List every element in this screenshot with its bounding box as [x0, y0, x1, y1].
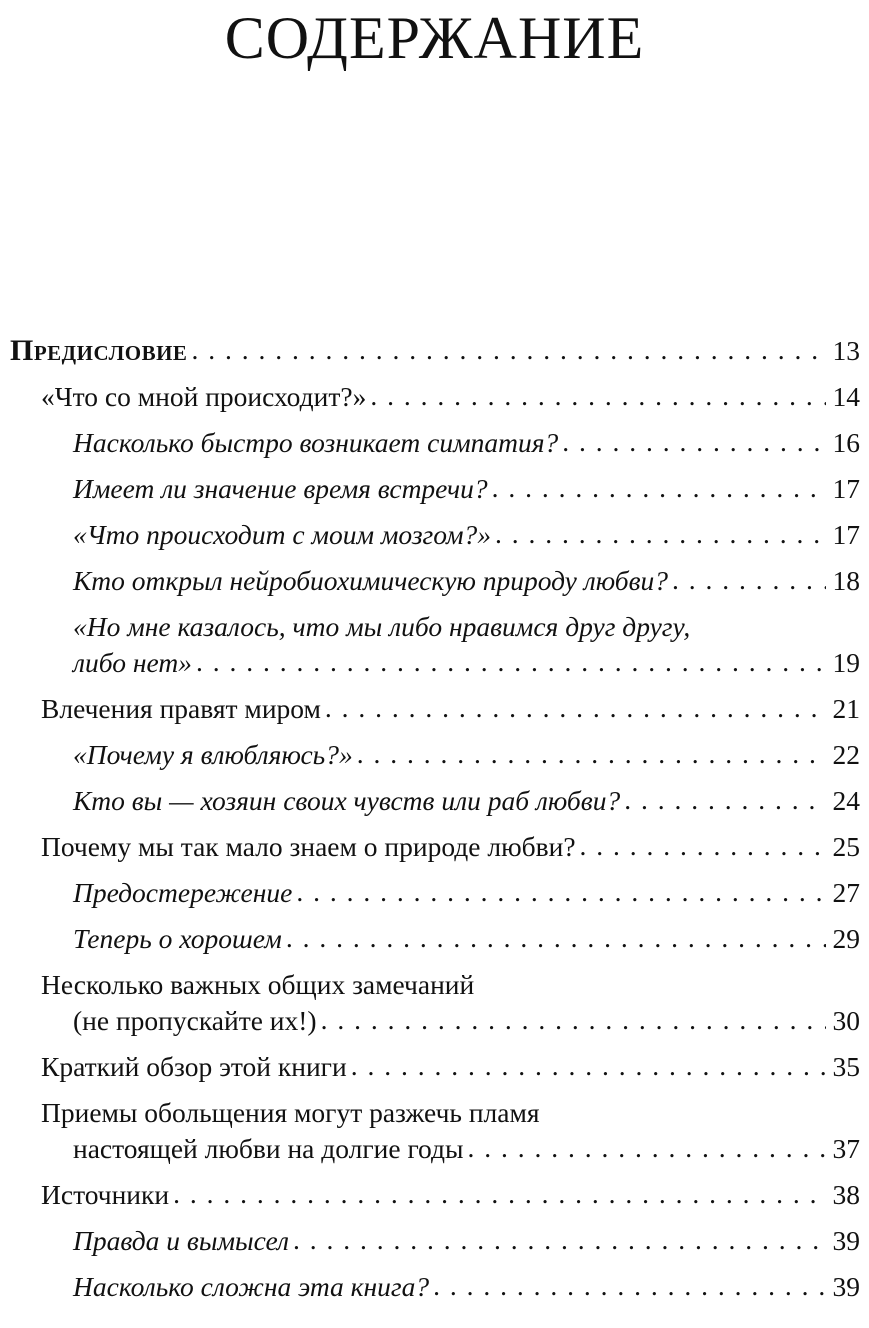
toc-entry — [10, 870, 860, 916]
toc-entry — [10, 967, 860, 1039]
toc-entry — [10, 512, 860, 558]
toc-entry-title: Приемы обольщения могут разжечь пламя — [41, 1097, 540, 1128]
dot-leader — [433, 1263, 826, 1309]
toc-entry — [10, 732, 860, 778]
dot-leader — [495, 511, 826, 557]
toc-entry-title: Кто открыл нейробиохимическую природу любви? — [73, 565, 669, 596]
toc-page-number: 25 — [832, 831, 860, 862]
toc-entry-title: (не пропускайте их!) — [73, 1005, 317, 1036]
toc-page-number: 29 — [832, 923, 860, 954]
toc-entry-title: Краткий обзор этой книги — [41, 1051, 347, 1082]
toc-entry-title: «Что происходит с моим мозгом?» — [73, 519, 492, 550]
page-title: СОДЕРЖАНИЕ — [224, 5, 645, 71]
toc-entry — [10, 328, 860, 374]
dot-leader — [467, 1130, 826, 1166]
toc-entry-title: Несколько важных общих замечаний — [41, 969, 475, 1000]
dot-leader — [624, 777, 826, 823]
toc-entry — [10, 824, 860, 870]
toc-entry-title: либо нет» — [73, 647, 192, 678]
toc-page-number: 18 — [832, 565, 860, 596]
toc-page-number: 13 — [832, 335, 860, 366]
toc-page-number: 38 — [832, 1179, 860, 1210]
toc-entry — [10, 778, 860, 824]
toc-entry — [10, 374, 860, 420]
toc-entry — [10, 609, 860, 681]
dot-leader — [580, 823, 826, 869]
toc-entry — [10, 1264, 860, 1310]
dot-leader — [196, 644, 826, 680]
toc-entry — [10, 466, 860, 512]
dot-leader — [351, 1043, 826, 1089]
toc-entry-title: Предисловие — [10, 334, 188, 367]
toc-entry-title: «Что со мной происходит?» — [41, 381, 367, 412]
dot-leader — [370, 373, 826, 419]
toc-entry-title: Правда и вымысел — [73, 1225, 290, 1256]
toc-entry-title: «Но мне казалось, что мы либо нравимся друг другу, — [73, 611, 691, 642]
dot-leader — [325, 685, 826, 731]
dot-leader — [191, 327, 826, 373]
toc-entry-title: Кто вы — хозяин своих чувств или раб любви? — [73, 785, 621, 816]
toc-entry — [10, 558, 860, 604]
toc-page-number: 37 — [832, 1133, 860, 1164]
toc-page-number: 39 — [832, 1225, 860, 1256]
toc-page-number: 30 — [832, 1005, 860, 1036]
toc-page-number: 17 — [832, 473, 860, 504]
toc-entry — [10, 1095, 860, 1167]
dot-leader — [562, 419, 826, 465]
toc-page-number: 16 — [832, 427, 860, 458]
toc-entry — [10, 1218, 860, 1264]
toc-entry — [10, 1172, 860, 1218]
toc-entry — [10, 686, 860, 732]
toc-entry-title: Теперь о хорошем — [73, 923, 282, 954]
toc-page-number: 35 — [832, 1051, 860, 1082]
dot-leader — [321, 1002, 826, 1038]
table-of-contents — [10, 328, 860, 1310]
dot-leader — [293, 1217, 826, 1263]
toc-entry-title: Источники — [41, 1179, 170, 1210]
toc-page-number: 19 — [832, 647, 860, 678]
toc-entry — [10, 916, 860, 962]
dot-leader — [672, 557, 826, 603]
toc-page-number: 14 — [832, 381, 860, 412]
toc-entry-title: «Почему я влюбляюсь?» — [73, 739, 353, 770]
toc-entry-title: Насколько быстро возникает симпатия? — [73, 427, 559, 458]
dot-leader — [357, 731, 826, 777]
toc-entry-title: Имеет ли значение время встречи? — [73, 473, 488, 504]
toc-page-number: 22 — [832, 739, 860, 770]
toc-page-number: 39 — [832, 1271, 860, 1302]
toc-entry-title: Предостережение — [73, 877, 293, 908]
dot-leader — [286, 915, 826, 961]
toc-entry — [10, 1044, 860, 1090]
toc-entry-title: Влечения правят миром — [41, 693, 321, 724]
toc-entry-title: Почему мы так мало знаем о природе любви? — [41, 831, 576, 862]
toc-entry-title: настоящей любви на долгие годы — [73, 1133, 464, 1164]
dot-leader — [173, 1171, 826, 1217]
toc-entry — [10, 420, 860, 466]
toc-entry-title: Насколько сложна эта книга? — [73, 1271, 430, 1302]
toc-page-number: 17 — [832, 519, 860, 550]
dot-leader — [492, 465, 826, 511]
toc-page-number: 24 — [832, 785, 860, 816]
dot-leader — [296, 869, 826, 915]
toc-page-number: 27 — [832, 877, 860, 908]
toc-page-number: 21 — [832, 693, 860, 724]
